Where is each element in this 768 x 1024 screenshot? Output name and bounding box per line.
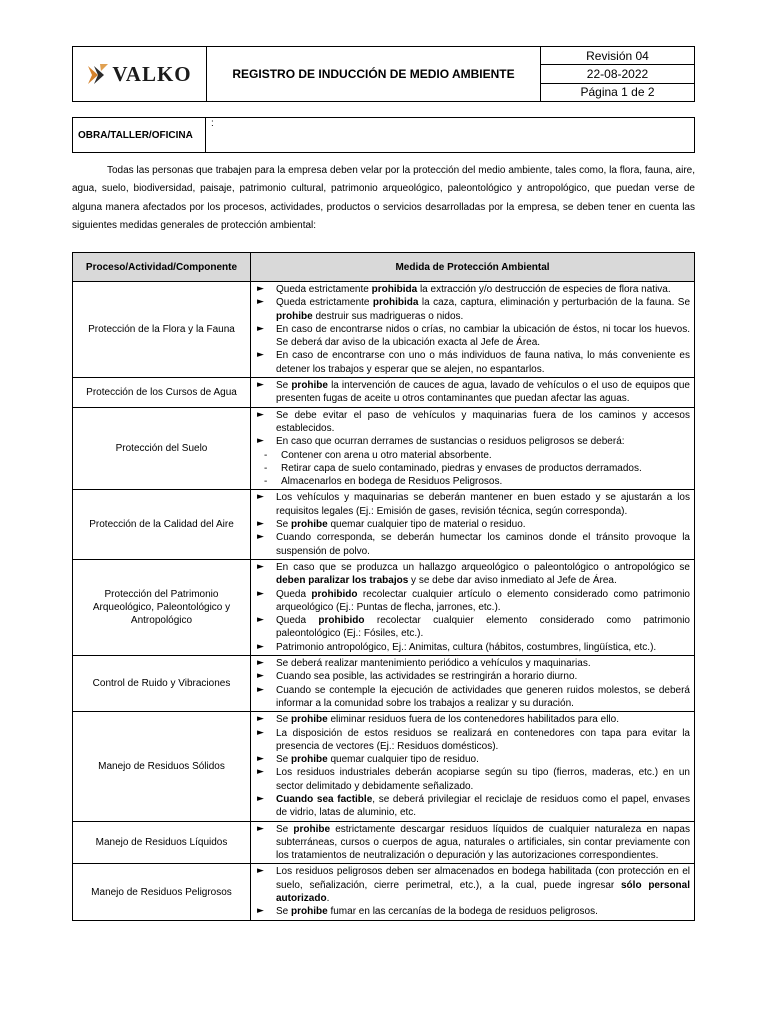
table-row	[73, 559, 695, 655]
column-header-process: Proceso/Actividad/Componente	[73, 253, 251, 282]
measure-item	[257, 435, 690, 448]
measure-text: Se	[276, 754, 292, 766]
emphasis-text: prohibe	[291, 754, 328, 766]
table-row	[73, 712, 695, 821]
measure-text: Patrimonio antropológico, Ej.: Animitas, cultura (hábitos, costumbres, lingüística, etc.).	[276, 641, 657, 653]
measure-text: .	[326, 893, 330, 905]
revision-date: 22-08-2022	[541, 65, 694, 83]
measure-text: fumar en las cercanías de la bodega de residuos peligrosos.	[327, 906, 598, 918]
emphasis-text: prohibe	[291, 519, 328, 531]
sub-measure-item: - Retirar capa de suelo contaminado, piedras y envases de productos derramados.	[257, 462, 690, 475]
row-measures	[251, 407, 695, 490]
sub-measure-item: - Contener con arena u otro material absorbente.	[257, 449, 690, 462]
measure-text: Queda	[276, 588, 312, 600]
measure-text: Los vehículos y maquinarias se deberán mantener en buen estado y se ajustarán a los requisitos legales (Ej.: Emisión de gases, revisión técnica, según corresponda).	[276, 492, 690, 517]
measure-text: recolectar cualquier artículo o elemento considerado como patrimonio arqueológico (Ej.: Puntas de flecha, jarrones, etc.).	[276, 588, 690, 613]
measure-text: Se deberá realizar mantenimiento periódico a vehículos y maquinarias.	[276, 658, 591, 670]
measure-item	[257, 670, 690, 683]
measure-text: la caza, captura, eliminación y perturbación de la fauna. Se	[418, 297, 691, 309]
measure-text: estrictamente descargar residuos líquidos de cualquier naturaleza en napas subterráneas, cursos o cuerpos de agua, naturales o artificiales, sin contar previamente con los tratamientos de neutralización o depuración y las autorizaciones correspondientes.	[276, 823, 690, 862]
measure-item	[257, 657, 690, 670]
measure-item	[257, 349, 690, 376]
emphasis-text: prohibe	[293, 823, 331, 835]
revision-label: Revisión 04	[541, 47, 694, 65]
row-measures	[251, 864, 695, 920]
measure-text: Los residuos industriales deberán acopiarse según su tipo (fierros, maderas, etc.) en un sector delimitado y debidamente señalizado.	[276, 767, 690, 792]
measure-text: Se	[276, 714, 292, 726]
measure-text: La disposición de estos residuos se realizará en contenedores con tapa para evitar la presencia de vectores (Ej.: Residuos domésticos).	[276, 727, 690, 752]
row-category: Protección del Suelo	[73, 407, 251, 490]
measure-item	[257, 684, 690, 711]
row-measures	[251, 282, 695, 378]
table-row	[73, 864, 695, 920]
measure-text: recolectar cualquier elemento considerado como patrimonio paleontológico (Ej.: Fósiles, etc.).	[276, 615, 690, 640]
measure-text: En caso de encontrarse nidos o crías, no cambiar la ubicación de éstos, ni tocar los huevos. Se deberá dar aviso de la ubicación exacta al Jefe de Área.	[276, 323, 690, 349]
row-category: Protección del Patrimonio Arqueológico, Paleontológico y Antropológico	[73, 559, 251, 655]
document-header	[72, 46, 695, 102]
emphasis-text: prohibido	[318, 615, 365, 627]
measure-text: Se	[276, 380, 292, 392]
measure-item	[257, 518, 690, 531]
company-logo	[73, 47, 207, 101]
measure-text: quemar cualquier tipo de residuo.	[327, 754, 479, 766]
emphasis-text: prohibida	[372, 297, 419, 309]
measure-text: quemar cualquier tipo de material o residuo.	[327, 519, 526, 531]
measure-text: En caso que se produzca un hallazgo arqueológico o paleontológico o antropológico se	[276, 561, 690, 573]
document-title: REGISTRO DE INDUCCIÓN DE MEDIO AMBIENTE	[207, 47, 541, 101]
emphasis-text: prohibe	[291, 906, 328, 918]
measure-item	[257, 766, 690, 793]
measure-item	[257, 727, 690, 754]
measure-text: En caso que ocurran derrames de sustancias o residuos peligrosos se deberá:	[276, 436, 625, 448]
measure-text: Cuando se contemple la ejecución de actividades que generen ruidos molestos, se deberá informar a la comunidad sobre los trabajos a realizar y su duración.	[276, 684, 690, 709]
row-category: Protección de la Flora y la Fauna	[73, 282, 251, 378]
column-header-measure: Medida de Protección Ambiental	[251, 253, 695, 282]
measure-text: Queda	[276, 615, 319, 627]
measures-table	[72, 252, 695, 921]
row-measures	[251, 712, 695, 821]
emphasis-text: deben paralizar los trabajos	[276, 575, 409, 587]
measure-item	[257, 531, 690, 558]
table-row	[73, 821, 695, 864]
measure-item	[257, 283, 690, 296]
measure-text: Se	[276, 823, 294, 835]
row-measures	[251, 490, 695, 559]
measure-item	[257, 379, 690, 406]
valko-emblem-icon	[87, 62, 109, 86]
table-row	[73, 490, 695, 559]
emphasis-text: prohibe	[291, 714, 328, 726]
measure-text: Se debe evitar el paso de vehículos y maquinarias fuera de los caminos y accesos establecidos.	[276, 409, 690, 434]
measure-text: la intervención de cauces de agua, lavado de vehículos o el uso de equipos que presenten fugas de aceite u otros contaminantes que puedan afectar las aguas.	[276, 380, 690, 405]
measure-text: eliminar residuos fuera de los contenedores habilitados para ello.	[327, 714, 619, 726]
emphasis-text: prohibida	[371, 284, 418, 295]
row-category: Manejo de Residuos Peligrosos	[73, 864, 251, 920]
measure-text: En caso de encontrarse con uno o más individuos de fauna nativa, lo más conveniente es detener los trabajos y esperar que se alejen, no espantarlos.	[276, 350, 690, 375]
measure-item	[257, 793, 690, 820]
row-category: Protección de los Cursos de Agua	[73, 378, 251, 408]
measure-text: , se deberá privilegiar el reciclaje de residuos como el papel, envases de vidrio, latas de aluminio, etc.	[276, 793, 690, 819]
table-row	[73, 282, 695, 378]
obra-value[interactable]: :	[211, 118, 214, 129]
table-row	[73, 656, 695, 712]
row-measures	[251, 559, 695, 655]
row-category: Manejo de Residuos Sólidos	[73, 712, 251, 821]
measure-item	[257, 614, 690, 641]
emphasis-text: prohibe	[291, 380, 328, 392]
logo-text: VALKO	[112, 61, 192, 86]
intro-paragraph: Todas las personas que trabajen para la empresa deben velar por la protección del medio ambiente, tales como, la flora, fauna, aire, agua, suelo, biodiversidad, paisaje, patrimonio cultural, patrimonio arqueológico, paleontológico y antropológico, que puedan verse de alguna manera afectados por los procesos, actividades, productos o servicios desarrolladas por la empresa, se deben tener en cuenta las siguientes medidas generales de protección ambiental:	[72, 165, 695, 232]
row-category: Protección de la Calidad del Aire	[73, 490, 251, 559]
measure-text: la extracción y/o destrucción de especies de flora nativa.	[417, 284, 671, 295]
row-category: Manejo de Residuos Líquidos	[73, 821, 251, 864]
row-category: Control de Ruido y Vibraciones	[73, 656, 251, 712]
sub-measure-item: - Almacenarlos en bodega de Residuos Peligrosos.	[257, 475, 690, 488]
table-row	[73, 378, 695, 408]
measure-item	[257, 905, 690, 918]
row-measures	[251, 378, 695, 408]
measure-text: Cuando sea posible, las actividades se restringirán a horario diurno.	[276, 671, 578, 683]
measure-item	[257, 561, 690, 588]
measure-item	[257, 753, 690, 766]
measure-item	[257, 713, 690, 726]
obra-label: OBRA/TALLER/OFICINA	[73, 118, 206, 152]
measure-text: Queda estrictamente	[276, 297, 373, 309]
document-meta	[541, 47, 694, 101]
measure-item	[257, 409, 690, 436]
measure-item	[257, 641, 690, 654]
measure-item	[257, 823, 690, 863]
emphasis-text: prohibe	[276, 310, 313, 322]
emphasis-text: Cuando sea factible	[276, 793, 373, 805]
measure-item	[257, 296, 690, 323]
measure-text: Cuando corresponda, se deberán humectar los caminos donde el tránsito provoque la suspensión de polvo.	[276, 532, 690, 557]
table-header-row	[73, 253, 695, 282]
emphasis-text: prohibido	[311, 588, 358, 600]
measure-text: destruir sus madrigueras o nidos.	[312, 310, 464, 322]
row-measures	[251, 656, 695, 712]
measure-item	[257, 323, 690, 350]
measure-item	[257, 588, 690, 615]
emphasis-text: sólo personal autorizado	[276, 879, 690, 905]
measure-text: Los residuos peligrosos deben ser almacenados en bodega habilitada (con protección en el suelo, señalización, cierre perimetral, etc.), a la cual, puede ingresar	[276, 866, 690, 891]
row-measures	[251, 821, 695, 864]
measure-text: Se	[276, 519, 292, 531]
page-number: Página 1 de 2	[580, 85, 655, 100]
measure-item	[257, 491, 690, 518]
obra-field	[72, 117, 695, 153]
measure-text: y se debe dar aviso inmediato al Jefe de Área.	[408, 575, 617, 587]
table-row	[73, 407, 695, 490]
measure-item	[257, 865, 690, 905]
measure-text: Se	[276, 906, 292, 918]
measure-text: Queda estrictamente	[276, 284, 372, 295]
